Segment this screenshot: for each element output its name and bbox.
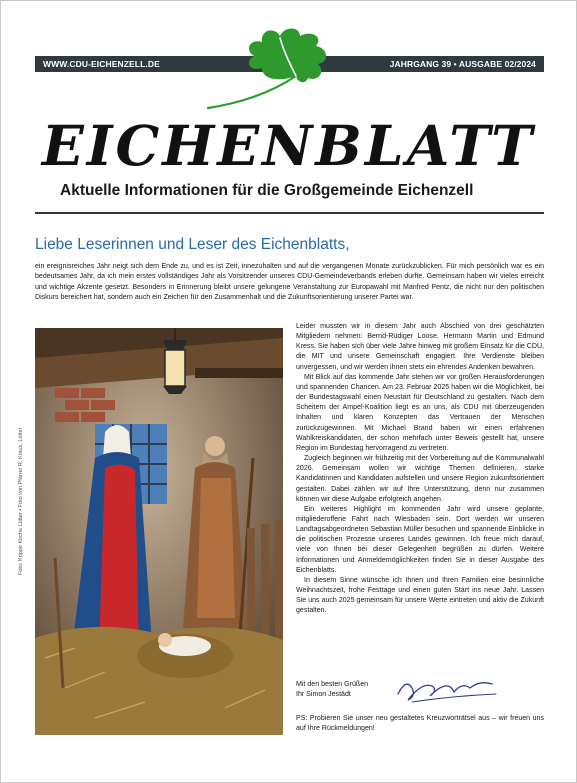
postscript: PS: Probieren Sie unser neu gestaltetes Kreuzworträtsel aus – wir freuen uns auf Ihre Rückmeldungen! — [296, 715, 544, 733]
signoff-name: Ihr Simon Jestädt — [296, 691, 351, 699]
body-paragraph: Mit Blick auf das kommende Jahr stehen wir vor großen Herausforderungen und spannenden Chancen. Am 23. Februar 2025 haben wir die Möglichkeit, bei der Bundestagswahl einen Neustart für Deutschland zu gestalten. Nach dem Scheitern der Ampel-Koalition liegt es an uns, als CDU mit überzeugenden Inhalten und klaren Konzepten das Vertrauen der Menschen zurückzugewinnen. Mit Michael Brand haben wir einen erfahrenen Wahlkreiskandidaten, der schon mehrfach unter Beweis gestellt hat, unsere Region im Bundestag hervorragend zu vertreten. — [296, 373, 544, 452]
photo-credit: Foto: Krippe Kirche Lütter • Foto von Pfarrer R. Kraus, Lütter — [18, 427, 24, 575]
nativity-photo — [35, 328, 283, 735]
body-paragraph: In diesem Sinne wünsche ich Ihnen und Ihren Familien eine besinnliche Weihnachtszeit, frohe Festtage und einen guten Start ins neue Jahr. Lassen Sie uns auch 2025 gemeinsam für unsere Werte eintreten und aktiv die Zukunft gestalten. — [296, 576, 544, 615]
website-url[interactable]: WWW.CDU-EICHENZELL.DE — [43, 59, 160, 69]
handwritten-signature — [392, 672, 502, 708]
masthead-subtitle: Aktuelle Informationen für die Großgemeinde Eichenzell — [60, 182, 474, 199]
issue-info: JAHRGANG 39 • AUSGABE 02/2024 — [389, 59, 536, 69]
masthead-title: EICHENBLATT — [41, 113, 536, 178]
header-rule — [35, 212, 544, 214]
body-paragraph: Ein weiteres Highlight im kommenden Jahr wird unsere geplante, mitgliederoffene Fahrt nach Wiesbaden sein. Dort werden wir unseren Landtagsabgeordneten Sebastian Müller besuchen und spannende Einblicke in die politischen Prozesse unseres Landes gewinnen. Ich freue mich darauf, viele von Ihnen bei dieser Gelegenheit begrüßen zu dürfen. Weitere Informationen und Anmeldemöglichkeiten finden Sie in dieser Ausgabe des Eichenblatts. — [296, 505, 544, 574]
body-paragraph: Leider mussten wir in diesem Jahr auch Abschied von drei geschätzten Mitgliedern nehmen: Bernd-Rüdiger Loose, Hermann Martin und Edmund Kress. Sie haben sich über viele Jahre hinweg mit großem Einsatz für die CDU, die MIT und unsere Gemeinschaft engagiert. Ihre Verdienste bleiben unvergessen, und wir werden ihnen stets ein ehrendes Andenken bewahren. — [296, 323, 544, 371]
oak-leaf-logo — [200, 22, 350, 122]
signoff-greeting: Mit den besten Grüßen — [296, 681, 369, 688]
greeting-heading: Liebe Leserinnen und Leser des Eichenblatts, — [35, 236, 350, 253]
intro-text: ein ereignisreiches Jahr neigt sich dem Ende zu, und es ist Zeit, innezuhalten und auf die vergangenen Monate zurückzublicken. Für mich persönlich war es ein bedeutsames Jahr, da ich mein erstes vollständiges Jahr als Vorsitzender unseres CDU-Gemeindeverbands erleben durfte. Gemeinsam haben wir vieles erreicht und wichtige Akzente gesetzt. Besonders in Erinnerung bleibt unsere gelungene Veranstaltung zur Europawahl mit Manfred Pentz, die nicht nur den politischen Diskurs bereichert hat, sondern auch ein Zeichen für den Zusammenhalt und die Zukunftsorientierung unserer Partei war. — [35, 263, 544, 302]
body-paragraph: Zugleich beginnen wir frühzeitig mit der Vorbereitung auf die Kommunalwahl 2026. Gemeinsam wollen wir wichtige Themen definieren, starke Kandidatinnen und Kandidaten aufstellen und unsere Region zukunftsorientiert gestalten. Dabei zählen wir auf Ihre Unterstützung, denn nur zusammen können wir diese Aufgabe erfolgreich angehen. — [296, 455, 544, 503]
article-body — [296, 322, 544, 617]
intro-paragraph — [35, 262, 544, 304]
nativity-scene-image — [35, 328, 283, 735]
